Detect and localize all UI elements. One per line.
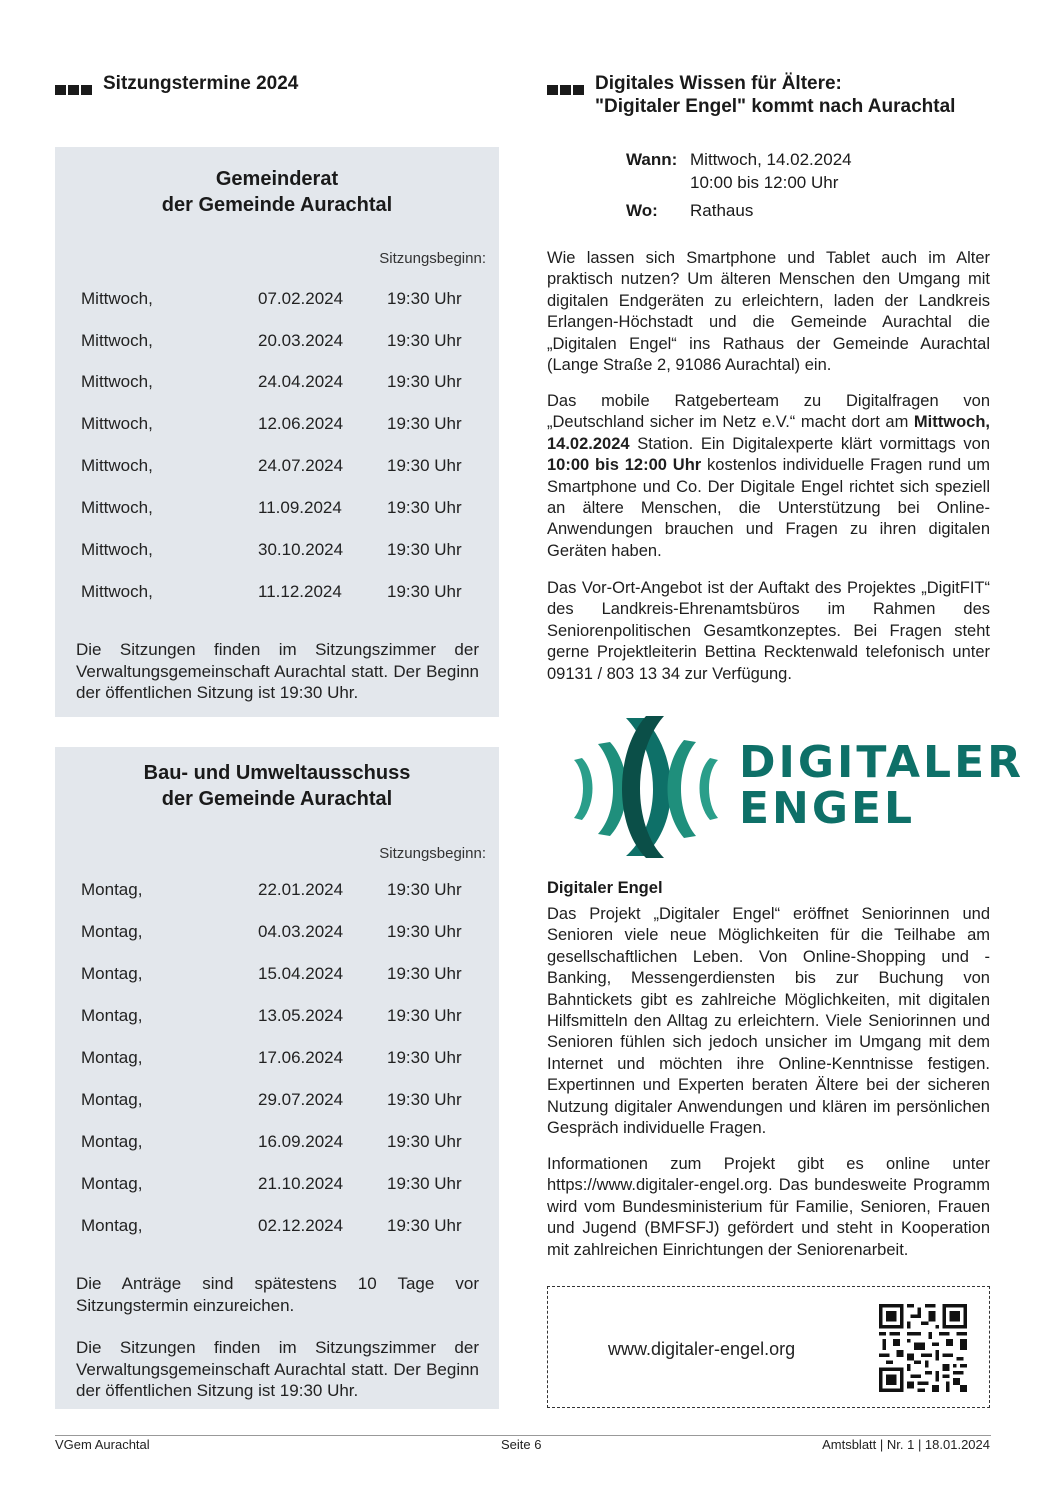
- paragraph-digitfit: Das Vor-Ort-Angebot ist der Auftakt des Projektes „DigitFIT“ des Landkreis-Ehrenamtsbüros im Rahmen des Seniorenpolitischen Gesamtkonzeptes. Bei Fragen steht gerne Projektleiterin Bettina Recktenwald telefonisch unter 09131 / 803 13 34 zur Verfügung.: [547, 579, 990, 683]
- heading-text: Sitzungstermine 2024: [103, 73, 299, 94]
- wo-label: Wo:: [626, 201, 658, 220]
- table-row: Montag, 13.05.2024 19:30 Uhr: [81, 1006, 462, 1025]
- paragraph-project: Das Projekt „Digitaler Engel“ eröffnet Seniorinnen und Senioren viele neue Möglichkeiten für die Teilhabe am gesellschaftlichen Leben. Von Online-Shopping und -Banking, Messengerdiensten bis zur Buchung von Bahntickets gibt es zahlreiche Möglichkeiten, mit digitalen Hilfsmitteln den Alltag zu erleichtern. Viele Seniorinnen und Senioren fühlen sich jedoch unsicher im Umgang mit dem Internet und möchten ihre Online-Kenntnisse festigen. Expertinnen und Experten beraten Ältere bei der sicheren Nutzung digitaler Anwendungen und klären im persönlichen Gespräch individuelle Fragen.: [547, 905, 990, 1138]
- bauausschuss-box: [55, 747, 499, 1409]
- wann-value-date: Mittwoch, 14.02.2024: [690, 150, 852, 169]
- table-row: Montag, 21.10.2024 19:30 Uhr: [81, 1174, 462, 1193]
- footer-page-number: Seite 6: [501, 1437, 542, 1452]
- wann-value-time: 10:00 bis 12:00 Uhr: [690, 173, 839, 192]
- footer-divider: [55, 1435, 991, 1436]
- table-row: Mittwoch, 30.10.2024 19:30 Uhr: [81, 540, 462, 559]
- section-heading-sitzungstermine: [55, 72, 298, 101]
- digitaler-engel-title: Digitaler Engel: [547, 879, 663, 897]
- footer-left: VGem Aurachtal: [55, 1437, 150, 1452]
- gemeinderat-note: Die Sitzungen finden im Sitzungszimmer der Verwaltungsgemeinschaft Aurachtal statt. Der Beginn der öffentlichen Sitzung ist 19:30 Uhr.: [76, 640, 479, 702]
- table-row: Mittwoch, 24.04.2024 19:30 Uhr: [81, 372, 462, 391]
- bauausschuss-note-deadline: Die Anträge sind spätestens 10 Tage vor Sitzungstermin einzureichen.: [76, 1274, 479, 1315]
- wann-label: Wann:: [626, 150, 678, 169]
- table-row: Montag, 17.06.2024 19:30 Uhr: [81, 1048, 462, 1067]
- wo-value: Rathaus: [690, 201, 754, 220]
- paragraph-intro: Wie lassen sich Smartphone und Tablet auch im Alter praktisch nutzen? Um älteren Menschen den Umgang mit digitalen Endgeräten zu erleichtern, laden der Landkreis Erlangen-Höchstadt und die Gemeinde Aurachtal die „Digitalen Engel“ ins Rathaus der Gemeinde Aurachtal (Lange Straße 2, 91086 Aurachtal) ein.: [547, 249, 990, 375]
- table-row: Mittwoch, 12.06.2024 19:30 Uhr: [81, 414, 462, 433]
- start-label: Sitzungsbeginn:: [379, 250, 486, 267]
- table-row: Mittwoch, 07.02.2024 19:30 Uhr: [81, 289, 462, 308]
- table-row: Montag, 16.09.2024 19:30 Uhr: [81, 1132, 462, 1151]
- paragraph-info: Informationen zum Projekt gibt es online unter https://www.digitaler-engel.org. Das bundesweite Programm wird vom Bundesministerium für Familie, Senioren, Frauen und Jugend (BMFSFJ) gefördert und steht in Kooperation mit zahlreichen Einrichtungen der Seniorenarbeit.: [547, 1155, 990, 1259]
- box-title: Bau- und Umweltausschuss der Gemeinde Aurachtal: [143, 762, 411, 810]
- heading-text: Digitales Wissen für Ältere: "Digitaler Engel" kommt nach Aurachtal: [595, 73, 956, 117]
- table-row: Montag, 22.01.2024 19:30 Uhr: [81, 880, 462, 899]
- table-row: Mittwoch, 11.12.2024 19:30 Uhr: [81, 582, 462, 601]
- table-row: Montag, 29.07.2024 19:30 Uhr: [81, 1090, 462, 1109]
- start-label: Sitzungsbeginn:: [379, 845, 486, 862]
- heading-bullet-icon: [547, 78, 586, 101]
- footer-right: Amtsblatt | Nr. 1 | 18.01.2024: [822, 1437, 990, 1452]
- website-link[interactable]: www.digitaler-engel.org: [608, 1339, 796, 1359]
- qr-code-icon[interactable]: [879, 1304, 967, 1392]
- table-row: Mittwoch, 11.09.2024 19:30 Uhr: [81, 498, 462, 517]
- table-row: Mittwoch, 20.03.2024 19:30 Uhr: [81, 331, 462, 350]
- table-row: Mittwoch, 24.07.2024 19:30 Uhr: [81, 456, 462, 475]
- logo-text: DIGITALER ENGEL: [739, 737, 1025, 834]
- table-row: Montag, 02.12.2024 19:30 Uhr: [81, 1216, 462, 1235]
- gemeinderat-box: [55, 147, 499, 717]
- table-row: Montag, 04.03.2024 19:30 Uhr: [81, 922, 462, 941]
- section-heading-digitaler-engel: [547, 72, 955, 118]
- table-row: Montag, 15.04.2024 19:30 Uhr: [81, 964, 462, 983]
- url-box: [547, 1286, 990, 1408]
- heading-bullet-icon: [55, 78, 94, 101]
- box-title: Gemeinderat der Gemeinde Aurachtal: [161, 168, 393, 216]
- bauausschuss-note-location: Die Sitzungen finden im Sitzungszimmer der Verwaltungsgemeinschaft Aurachtal statt. Der Beginn der öffentlichen Sitzung ist 19:30 Uhr.: [76, 1338, 479, 1400]
- paragraph-team: Das mobile Ratgeberteam zu Digitalfragen von „Deutschland sicher im Netz e.V.“ macht dort am Mittwoch, 14.02.2024 Station. Ein Digitalexperte klärt vormittags von 10:00 bis 12:00 Uhr kostenlos individuelle Fragen rund um Smartphone und Co. Der Digitale Engel richtet sich speziell an ältere Menschen, die Unterstützung bei Online-Anwendungen brauchen und Fragen zu ihren digitalen Geräten haben.: [547, 392, 990, 560]
